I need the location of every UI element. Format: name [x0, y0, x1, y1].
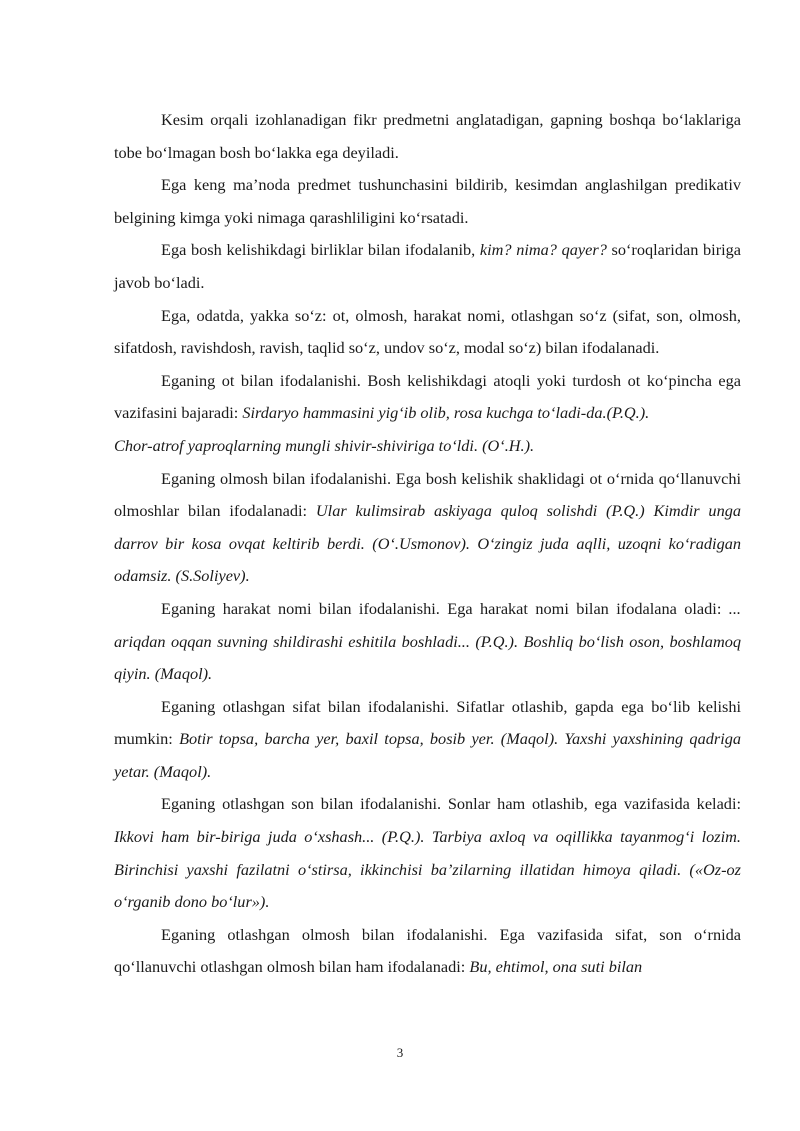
- example-text: Chor-atrof yaproqlarning mungli shivir-shiviriga to‘ldi. (O‘.H.).: [114, 435, 535, 455]
- body-text: Eganing ot bilan ifodalanishi. Bosh kelishikdagi atoqli yoki turdosh ot ko‘pincha ega vazifasini bajaradi:: [114, 370, 741, 423]
- paragraph: [114, 463, 741, 593]
- paragraph: [114, 300, 741, 365]
- paragraph: [114, 365, 741, 430]
- document-body: [114, 104, 741, 984]
- example-text: ... ariqdan oqqan suvning shildirashi eshitila boshladi... (P.Q.). Boshliq bo‘lish oson, boshlamoq qiyin. (Maqol).: [114, 598, 741, 684]
- example-text: Ikkovi ham bir-biriga juda o‘xshash... (P.Q.). Tarbiya axloq va oqillikka tayanmog‘i lozim. Birinchisi yaxshi fazilatni o‘stirsa, ikkinchisi ba’zilarning illatidan himoya qiladi. («Oz-oz o‘rganib dono bo‘lur»).: [114, 827, 741, 912]
- paragraph: [114, 788, 741, 918]
- example-text: Ular kulimsirab askiyaga quloq solishdi (P.Q.) Kimdir unga darrov bir kosa ovqat keltirib berdi. (O‘.Usmonov). O‘zingiz juda aqlli, uzoqni ko‘radigan odamsiz. (S.Soliyev).: [114, 501, 741, 586]
- example-text: Sirdaryo hammasini yig‘ib olib, rosa kuchga to‘ladi-da.(P.Q.).: [242, 403, 650, 423]
- body-text: Eganing otlashgan son bilan ifodalanishi. Sonlar ham otlashib, ega vazifasida keladi:: [161, 794, 741, 814]
- paragraph: [114, 234, 741, 299]
- paragraph: [114, 169, 741, 234]
- body-text: Ega keng ma’noda predmet tushunchasini bildirib, kesimdan anglashilgan predikativ belgining kimga yoki nimaga qarashliligini ko‘rsatadi.: [114, 175, 741, 227]
- example-text: Bu, ehtimol, ona suti bilan: [469, 957, 643, 977]
- body-text: Eganing harakat nomi bilan ifodalanishi. Ega harakat nomi bilan ifodalana oladi:: [161, 598, 729, 618]
- body-text: Eganing otlashgan olmosh bilan ifodalanishi. Ega vazifasida sifat, son o‘rnida qo‘llanuvchi otlashgan olmosh bilan ham ifodalanadi:: [114, 924, 741, 977]
- paragraph: [114, 430, 741, 463]
- body-text: Eganing otlashgan sifat bilan ifodalanishi. Sifatlar otlashib, gapda ega bo‘lib kelishi mumkin:: [114, 696, 741, 749]
- body-text: Kesim orqali izohlanadigan fikr predmetni anglatadigan, gapning boshqa bo‘laklariga tobe bo‘lmagan bosh bo‘lakka ega deyiladi.: [114, 110, 741, 162]
- body-text: so‘roqlaridan biriga javob bo‘ladi.: [114, 240, 742, 292]
- paragraph: [114, 593, 741, 691]
- paragraph: [114, 691, 741, 789]
- body-text: Ega, odatda, yakka so‘z: ot, olmosh, harakat nomi, otlashgan so‘z (sifat, son, olmosh, sifatdosh, ravishdosh, ravish, taqlid so‘z, undov so‘z, modal so‘z) bilan ifodalanadi.: [114, 305, 741, 358]
- paragraph: [114, 104, 741, 169]
- paragraph: [114, 919, 741, 984]
- page-number: 3: [396, 1045, 404, 1060]
- body-text: Ega bosh kelishikdagi birliklar bilan ifodalanib,: [161, 240, 480, 260]
- example-text: kim? nima? qayer?: [479, 240, 607, 260]
- body-text: Eganing olmosh bilan ifodalanishi. Ega bosh kelishik shaklidagi ot o‘rnida qo‘llanuvchi olmoshlar bilan ifodalanadi:: [114, 468, 741, 521]
- example-text: Botir topsa, barcha yer, baxil topsa, bosib yer. (Maqol). Yaxshi yaxshining qadriga yetar. (Maqol).: [114, 729, 741, 781]
